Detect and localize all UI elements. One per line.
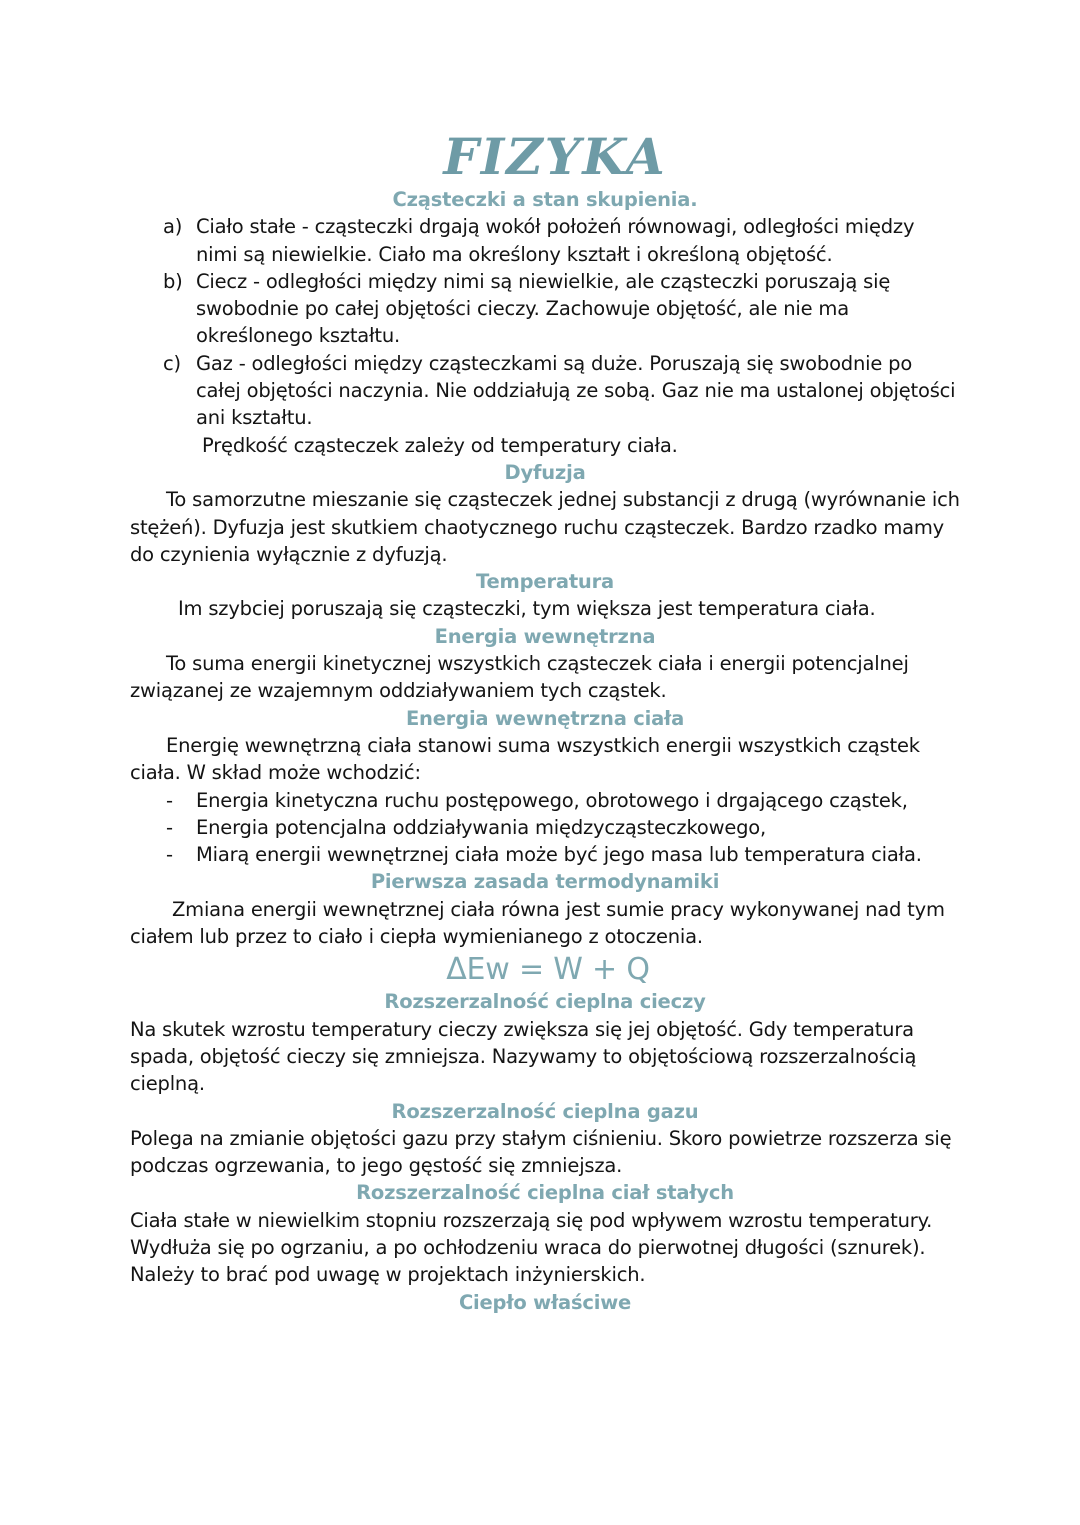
heading-specific-heat: Ciepło właściwe [458, 1290, 632, 1314]
paragraph-solid-expansion: Ciała stałe w niewielkim stopniu rozszerzają się pod wpływem wzrostu temperatury. Wydłuża się po ogrzaniu, a po ochłodzeniu wraca do pierwotnej długości (sznurek). Należy to brać pod uwagę w projektach inżynierskich. [130, 1208, 933, 1287]
list-item-gas [130, 350, 960, 432]
heading-liquid-expansion: Rozszerzalność cieplna cieczy [384, 990, 706, 1014]
heading-gas-expansion: Rozszerzalność cieplna gazu [391, 1099, 699, 1123]
paragraph-internal-energy: To suma energii kinetycznej wszystkich cząsteczek ciała i energii potencjalnej związanej ze wzajemnym oddziaływaniem tych cząstek. [130, 652, 909, 703]
heading-internal-energy: Energia wewnętrzna [434, 624, 656, 648]
bullet-marker: - [166, 788, 173, 812]
heading-temperature: Temperatura [476, 570, 614, 594]
speed-note: Prędkość cząsteczek zależy od temperatury ciała. [202, 433, 678, 457]
list-marker: a) [163, 215, 183, 239]
paragraph-temperature: Im szybciej poruszają się cząsteczki, tym większa jest temperatura ciała. [178, 597, 876, 621]
bullet-text: Energia kinetyczna ruchu postępowego, obrotowego i drgającego cząstek, [196, 788, 908, 812]
paragraph-diffusion: To samorzutne mieszanie się cząsteczek jednej substancji z drugą (wyrównanie ich stężeń). Dyfuzja jest skutkiem chaotycznego ruchu cząsteczek. Bardzo rzadko mamy do czynienia wyłącznie z dyfuzją. [130, 488, 960, 566]
list-item-text: Ciecz - odległości między nimi są niewielkie, ale cząsteczki poruszają się swobodnie po całej objętości cieczy. Zachowuje objętość, ale nie ma określonego kształtu. [196, 269, 891, 348]
notes-content [130, 128, 960, 1316]
heading-diffusion: Dyfuzja [504, 460, 586, 484]
list-item-solid [130, 213, 960, 268]
bullet-text: Miarą energii wewnętrznej ciała może być jego masa lub temperatura ciała. [196, 843, 922, 867]
states-list [130, 213, 960, 431]
paragraph-first-law: Zmiana energii wewnętrznej ciała równa jest sumie pracy wykonywanej nad tym ciałem lub przez to ciało i ciepła wymienianego z otoczenia. [130, 897, 945, 949]
bullet-marker: - [166, 843, 173, 867]
list-marker: b) [163, 269, 183, 293]
paragraph-gas-expansion: Polega na zmianie objętości gazu przy stałym ciśnieniu. Skoro powietrze rozszerza się podczas ogrzewania, to jego gęstość się zmniejsza. [130, 1126, 952, 1178]
bullet-item [130, 787, 960, 814]
bullet-marker: - [166, 815, 173, 839]
first-law-formula: ΔEw = W + Q [446, 952, 650, 988]
list-item-liquid [130, 268, 960, 350]
energy-bullet-list [130, 787, 960, 869]
page-title: FIZYKA [443, 127, 667, 186]
list-item-text: Gaz - odległości między cząsteczkami są duże. Poruszają się swobodnie po całej objętości naczynia. Nie oddziałują ze sobą. Gaz nie ma ustalonej objętości ani kształtu. [196, 351, 956, 430]
heading-states-of-matter: Cząsteczki a stan skupienia. [392, 188, 698, 211]
heading-solid-expansion: Rozszerzalność cieplna ciał stałych [356, 1181, 734, 1205]
paragraph-body-internal-energy: Energię wewnętrzną ciała stanowi suma wszystkich energii wszystkich cząstek ciała. W skład może wchodzić: [130, 733, 920, 785]
bullet-item [130, 814, 960, 841]
heading-body-internal-energy: Energia wewnętrzna ciała [405, 706, 685, 730]
list-marker: c) [163, 351, 181, 375]
list-item-text: Ciało stałe - cząsteczki drgają wokół położeń równowagi, odległości między nimi są niewielkie. Ciało ma określony kształt i określoną objętość. [196, 215, 915, 266]
bullet-item [130, 841, 960, 868]
heading-first-law: Pierwsza zasada termodynamiki [370, 870, 720, 894]
bullet-text: Energia potencjalna oddziaływania międzycząsteczkowego, [196, 815, 767, 839]
paragraph-liquid-expansion: Na skutek wzrostu temperatury cieczy zwiększa się jej objętość. Gdy temperatura spada, objętość cieczy się zmniejsza. Nazywamy to objętościową rozszerzalnością cieplną. [130, 1017, 917, 1096]
